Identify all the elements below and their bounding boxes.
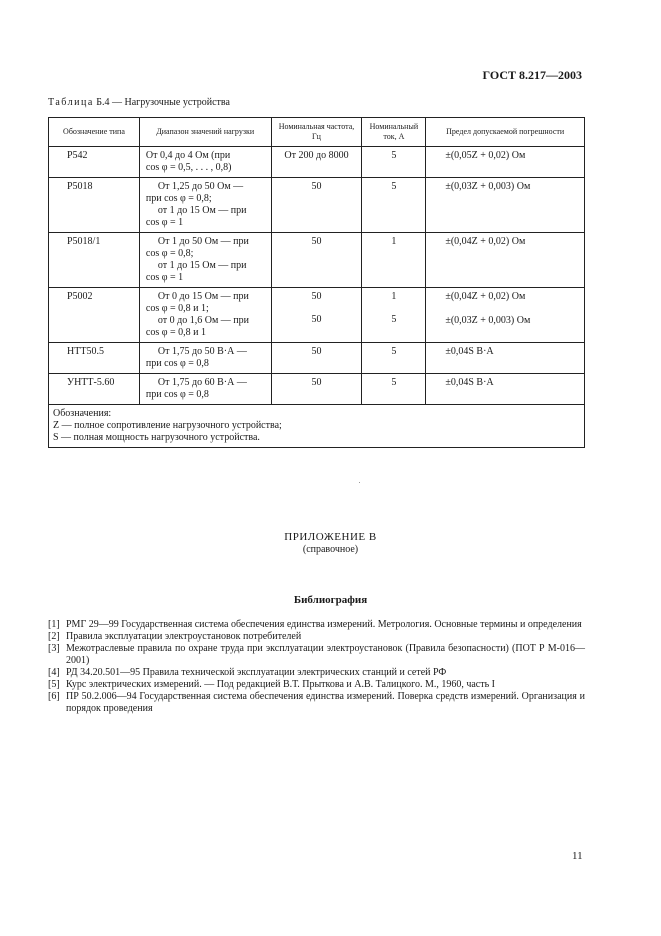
note-z: Z — полное сопротивление нагрузочного устройства;: [53, 420, 282, 431]
cell-error: ±(0,05Z + 0,02) Ом: [426, 147, 585, 178]
table-caption: [48, 97, 230, 108]
range-line: От 1,25 до 50 Ом —: [157, 181, 244, 192]
cell-range: [139, 343, 271, 374]
col-header-range: Диапазон значений нагрузки: [139, 118, 271, 147]
appendix-title: ПРИЛОЖЕНИЕ В: [284, 531, 377, 543]
table-row: [49, 343, 585, 374]
cell-current: [362, 288, 426, 343]
range-line: cos φ = 1: [145, 217, 184, 228]
cell-range: [139, 374, 271, 405]
cell-frequency: 50: [271, 343, 362, 374]
range-line: от 1 до 15 Ом — при: [157, 260, 247, 271]
range-line: От 1,75 до 60 В·А —: [157, 377, 247, 388]
col-header-type: Обозначение типа: [49, 118, 140, 147]
bibliography-item-text: Правила эксплуатации электроустановок потребителей: [66, 631, 302, 642]
range-line: при cos φ = 0,8;: [145, 193, 212, 204]
bibliography-item-number: [4]: [48, 667, 60, 678]
bibliography-item: [48, 631, 585, 643]
range-line: от 1 до 15 Ом — при: [157, 205, 247, 216]
bibliography-item-text: Курс электрических измерений. — Под редакцией В.Т. Прыткова и А.В. Талицкого. М., 1960, часть I: [66, 679, 496, 690]
range-line: cos φ = 0,8;: [145, 248, 194, 259]
cell-type: Р5002: [49, 288, 140, 343]
range-line: от 0 до 1,6 Ом — при: [157, 315, 250, 326]
bibliography-item-text: Межотраслевые правила по охране труда при эксплуатации электроустановок (Правила безопасности) (ПОТ Р М-016—2001): [66, 643, 585, 666]
bibliography-item-number: [1]: [48, 619, 60, 630]
col-header-error: Предел допускаемой погрешности: [426, 118, 585, 147]
table-row: [49, 233, 585, 288]
cell-error: ±0,04S В·А: [426, 374, 585, 405]
document-code: ГОСТ 8.217—2003: [482, 68, 582, 82]
page-number: 11: [572, 850, 583, 862]
bibliography-item-text: РД 34.20.501—95 Правила технической эксплуатации электрических станций и сетей РФ: [66, 667, 447, 678]
bibliography-item: [48, 643, 585, 667]
error-value: ±(0,03Z + 0,003) Ом: [445, 315, 531, 326]
range-line: От 0 до 15 Ом — при: [157, 291, 249, 302]
note-s: S — полная мощность нагрузочного устройства.: [53, 432, 260, 443]
bibliography-item: [48, 679, 585, 691]
col-header-frequency: Номинальная частота, Гц: [271, 118, 362, 147]
bibliography-item-number: [3]: [48, 643, 60, 654]
current-value: 5: [391, 314, 397, 325]
cell-type: Р5018/1: [49, 233, 140, 288]
cell-frequency: От 200 до 8000: [271, 147, 362, 178]
appendix-subtitle: (справочное): [302, 544, 359, 555]
bibliography-item-text: ПР 50.2.006—94 Государственная система обеспечения единства измерений. Поверка средств измерений. Организация и порядок проведения: [66, 691, 585, 714]
cell-error: [426, 288, 585, 343]
notes-title: Обозначения:: [53, 408, 112, 419]
table-row: [49, 178, 585, 233]
table-row: [49, 288, 585, 343]
cell-error: ±(0,04Z + 0,02) Ом: [426, 233, 585, 288]
scan-speck: [359, 482, 360, 483]
cell-type: Р5018: [49, 178, 140, 233]
error-value: ±(0,04Z + 0,02) Ом: [445, 291, 526, 302]
cell-frequency: 50: [271, 178, 362, 233]
bibliography-item: [48, 691, 585, 715]
bibliography-item: [48, 619, 585, 631]
table-caption-text: Б.4 — Нагрузочные устройства: [93, 97, 230, 108]
range-line: при cos φ = 0,8: [145, 358, 209, 369]
bibliography-item-number: [5]: [48, 679, 60, 690]
table-row: [49, 147, 585, 178]
bibliography-list: [48, 619, 585, 715]
cell-frequency: [271, 288, 362, 343]
bibliography-item-number: [6]: [48, 691, 60, 702]
cell-frequency: 50: [271, 233, 362, 288]
cell-error: ±(0,03Z + 0,003) Ом: [426, 178, 585, 233]
bibliography-item: [48, 667, 585, 679]
table-caption-label: Таблица: [48, 97, 94, 108]
cell-current: 1: [362, 233, 426, 288]
frequency-value: 50: [311, 314, 322, 325]
table-notes-row: [49, 405, 585, 448]
cell-error: ±0,04S В·А: [426, 343, 585, 374]
table-row: [49, 374, 585, 405]
cell-frequency: 50: [271, 374, 362, 405]
table-header-row: [49, 118, 585, 147]
table-notes: [49, 405, 585, 448]
load-devices-table: [48, 117, 585, 448]
cell-current: 5: [362, 343, 426, 374]
range-line: cos φ = 0,8 и 1: [145, 327, 207, 338]
cell-range: [139, 147, 271, 178]
range-line: cos φ = 0,5, . . . , 0,8): [145, 162, 232, 173]
cell-range: [139, 233, 271, 288]
bibliography-title: Библиография: [293, 594, 368, 606]
cell-type: УНТТ-5.60: [49, 374, 140, 405]
bibliography-item-text: РМГ 29—99 Государственная система обеспечения единства измерений. Метрология. Основные термины и определения: [66, 619, 582, 630]
cell-range: [139, 178, 271, 233]
range-line: при cos φ = 0,8: [145, 389, 209, 400]
range-line: От 1 до 50 Ом — при: [157, 236, 249, 247]
range-line: cos φ = 1: [145, 272, 184, 283]
cell-current: 5: [362, 178, 426, 233]
cell-range: [139, 288, 271, 343]
range-line: От 1,75 до 50 В·А —: [157, 346, 247, 357]
range-line: cos φ = 0,8 и 1;: [145, 303, 209, 314]
current-value: 1: [391, 291, 397, 302]
range-line: От 0,4 до 4 Ом (при: [145, 150, 231, 161]
cell-current: 5: [362, 374, 426, 405]
bibliography-item-number: [2]: [48, 631, 60, 642]
cell-type: Р542: [49, 147, 140, 178]
cell-current: 5: [362, 147, 426, 178]
frequency-value: 50: [311, 291, 322, 302]
col-header-current: Номинальный ток, А: [362, 118, 426, 147]
cell-type: НТТ50.5: [49, 343, 140, 374]
